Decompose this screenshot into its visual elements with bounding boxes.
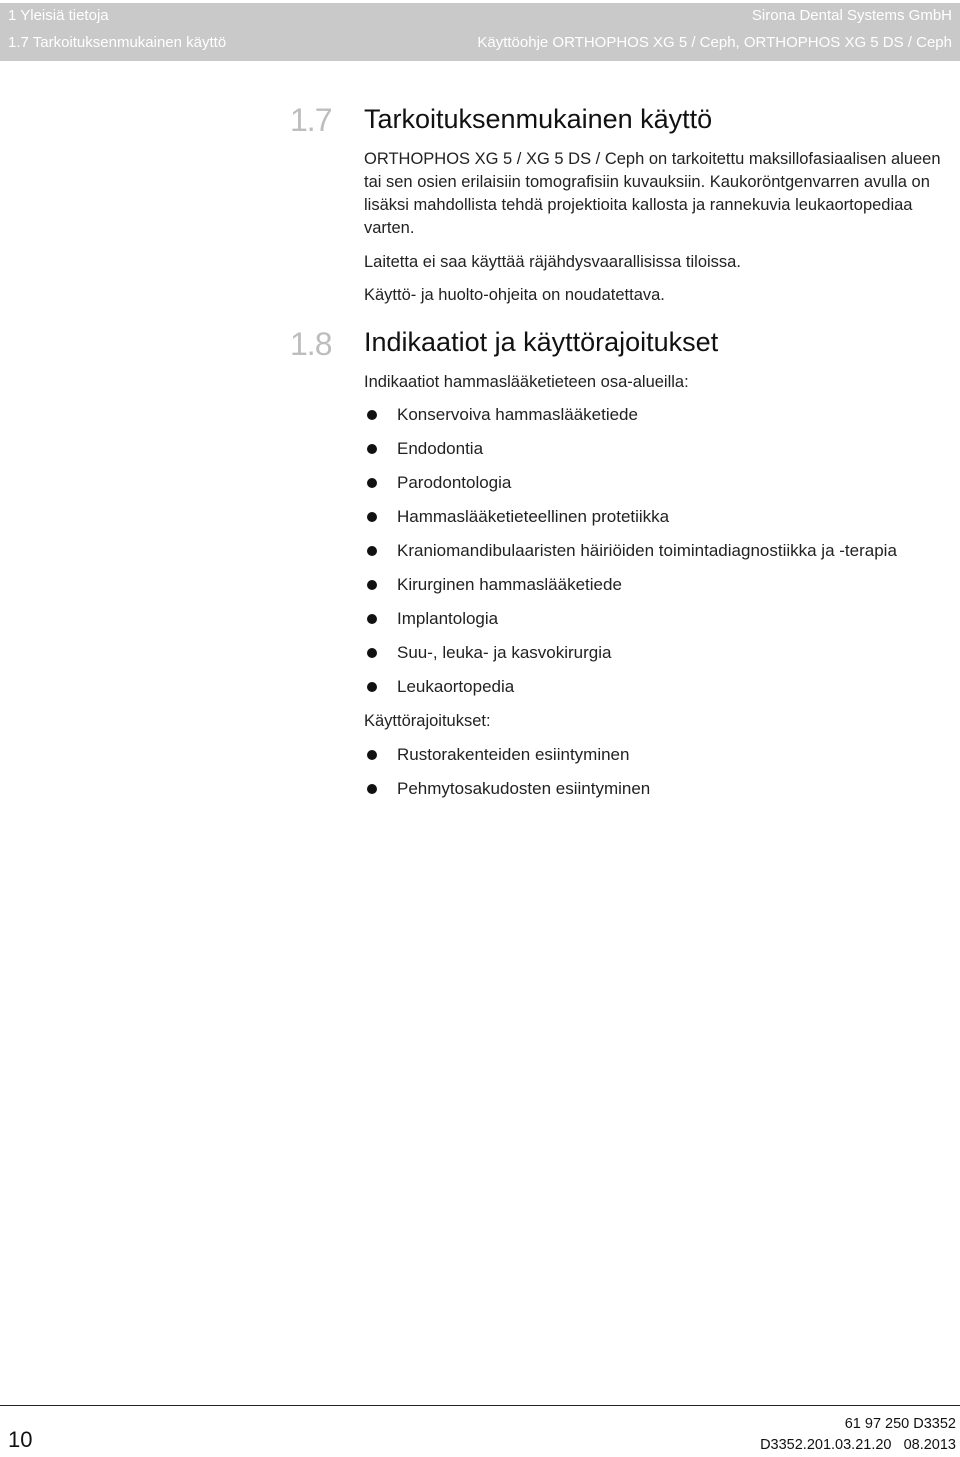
doc-code-date	[760, 1435, 956, 1456]
section-title-1-7: Tarkoituksenmukainen käyttö	[364, 104, 713, 134]
section-number-1-8: 1.8	[290, 326, 332, 362]
bullet-icon	[367, 750, 377, 760]
list-item: Endodontia	[364, 432, 897, 466]
limits-label: Käyttörajoitukset:	[364, 712, 491, 730]
bullet-icon	[367, 478, 377, 488]
list-item: Implantologia	[364, 602, 897, 636]
footer-divider	[0, 1405, 960, 1406]
bullet-icon	[367, 580, 377, 590]
doc-code: D3352.201.03.21.20	[760, 1437, 892, 1453]
list-item: Kirurginen hammaslääketiede	[364, 568, 897, 602]
explosion-warning-paragraph: Laitetta ei saa käyttää räjähdysvaarallisissa tiloissa.	[364, 253, 741, 271]
bullet-icon	[367, 512, 377, 522]
bullet-icon	[367, 546, 377, 556]
bullet-icon	[367, 784, 377, 794]
page-number: 10	[8, 1427, 33, 1452]
section-title-1-8: Indikaatiot ja käyttörajoitukset	[364, 327, 719, 357]
header-company: Sirona Dental Systems GmbH	[751, 7, 952, 24]
bullet-icon	[367, 614, 377, 624]
list-item: Konservoiva hammaslääketiede	[364, 398, 897, 432]
limits-list	[364, 738, 650, 806]
list-item: Kraniomandibulaaristen häiriöiden toimintadiagnostiikka ja -terapia	[364, 534, 897, 568]
indications-intro: Indikaatiot hammaslääketieteen osa-alueilla:	[364, 373, 689, 391]
list-item: Parodontologia	[364, 466, 897, 500]
doc-date: 08.2013	[903, 1437, 956, 1453]
header-chapter: 1 Yleisiä tietoja	[8, 7, 109, 24]
footer-doc-info	[760, 1414, 956, 1456]
doc-number: 61 97 250 D3352	[844, 1416, 956, 1432]
page-header	[0, 3, 960, 61]
header-section: 1.7 Tarkoituksenmukainen käyttö	[8, 34, 227, 51]
bullet-icon	[367, 410, 377, 420]
bullet-icon	[367, 682, 377, 692]
bullet-icon	[367, 444, 377, 454]
list-item: Pehmytosakudosten esiintyminen	[364, 772, 650, 806]
header-manual-title: Käyttöohje ORTHOPHOS XG 5 / Ceph, ORTHOPHOS XG 5 DS / Ceph	[477, 34, 952, 51]
section-number-1-7: 1.7	[290, 102, 332, 138]
list-item: Suu-, leuka- ja kasvokirurgia	[364, 636, 897, 670]
list-item: Leukaortopedia	[364, 670, 897, 704]
list-item: Hammaslääketieteellinen protetiikka	[364, 500, 897, 534]
list-item: Rustorakenteiden esiintyminen	[364, 738, 650, 772]
bullet-icon	[367, 648, 377, 658]
intended-use-paragraph: ORTHOPHOS XG 5 / XG 5 DS / Ceph on tarkoitettu maksillofasiaalisen alueen tai sen osien erilaisiin tomografisiin kuvauksiin. Kaukoröntgenvarren avulla on lisäksi mahdollista tehdä projektioita kallosta ja rannekuvia leukaortopediaa varten.	[364, 150, 941, 237]
instructions-paragraph: Käyttö- ja huolto-ohjeita on noudatettava.	[364, 286, 665, 304]
indications-list	[364, 398, 897, 704]
